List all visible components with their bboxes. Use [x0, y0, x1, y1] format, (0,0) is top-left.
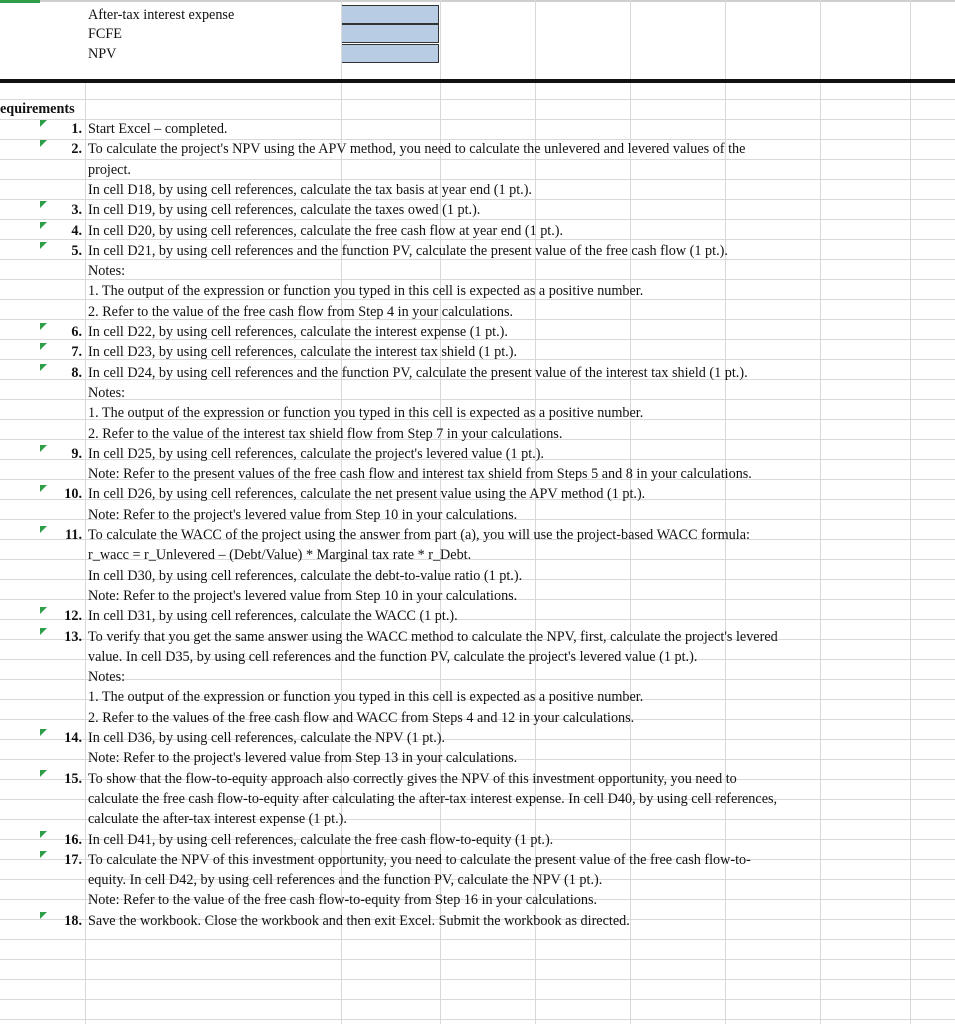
step-text: In cell D21, by using cell references and the function PV, calculate the present value of the free cash flow (1 pt.).	[88, 242, 728, 259]
step-text: Note: Refer to the project's levered value from Step 13 in your calculations.	[88, 750, 518, 767]
step-text: r_wacc = r_Unlevered – (Debt/Value) * Marginal tax rate * r_Debt.	[88, 547, 472, 564]
step-number: 14.	[64, 730, 82, 746]
step-text: Note: Refer to the value of the free cash flow-to-equity from Step 16 in your calculations.	[88, 892, 598, 909]
step-text: 2. Refer to the value of the free cash flow from Step 4 in your calculations.	[88, 303, 514, 320]
step-text: equity. In cell D42, by using cell references and the function PV, calculate the NPV (1 pt.).	[88, 872, 603, 889]
step-text: Save the workbook. Close the workbook and then exit Excel. Submit the workbook as directed.	[88, 912, 630, 929]
step-number: 10.	[64, 486, 82, 503]
after-tax-interest-cell[interactable]	[341, 5, 439, 24]
step-text: To calculate the project's NPV using the APV method, you need to calculate the unlevered and levered values of the	[88, 141, 746, 158]
step-text: To show that the flow-to-equity approach also correctly gives the NPV of this investment opportunity, you need to	[88, 770, 737, 787]
step-text: In cell D41, by using cell references, calculate the free cash flow-to-equity (1 pt.).	[88, 831, 554, 848]
step-text: 1. The output of the expression or function you typed in this cell is expected as a positive number.	[88, 405, 644, 422]
step-text: Note: Refer to the project's levered value from Step 10 in your calculations.	[88, 506, 518, 523]
npv-cell[interactable]	[341, 44, 439, 63]
fcfe-cell[interactable]	[341, 24, 439, 43]
step-text: calculate the free cash flow-to-equity after calculating the after-tax interest expense. In cell D40, by using cell references,	[88, 790, 778, 807]
step-text: Note: Refer to the project's levered value from Step 10 in your calculations.	[88, 587, 518, 604]
step-number: 4.	[71, 222, 82, 239]
step-text: Note: Refer to the present values of the free cash flow and interest tax shield from Steps 5 and 8 in your calculations.	[88, 466, 752, 483]
step-text: 1. The output of the expression or function you typed in this cell is expected as a positive number.	[88, 283, 644, 300]
step-text: project.	[88, 161, 131, 178]
step-number: 9.	[71, 445, 82, 462]
step-text: Notes:	[88, 384, 126, 401]
step-text: In cell D22, by using cell references, calculate the interest expense (1 pt.).	[88, 324, 508, 340]
step-text: In cell D36, by using cell references, calculate the NPV (1 pt.).	[88, 730, 446, 746]
step-number: 1.	[71, 121, 82, 137]
step-text: 2. Refer to the value of the interest tax shield flow from Step 7 in your calculations.	[88, 425, 563, 442]
step-text: To verify that you get the same answer using the WACC method to calculate the NPV, first, calculate the project's levered	[88, 628, 778, 645]
step-text: In cell D18, by using cell references, calculate the tax basis at year end (1 pt.).	[88, 181, 532, 198]
step-number: 3.	[71, 202, 82, 219]
step-text: In cell D23, by using cell references, calculate the interest tax shield (1 pt.).	[88, 344, 518, 361]
step-text: In cell D20, by using cell references, calculate the free cash flow at year end (1 pt.).	[88, 222, 564, 239]
step-text: calculate the after-tax interest expense (1 pt.).	[88, 811, 347, 828]
step-number: 7.	[71, 344, 82, 361]
step-number: 6.	[71, 324, 82, 340]
step-text: 1. The output of the expression or function you typed in this cell is expected as a positive number.	[88, 689, 644, 706]
step-text: In cell D19, by using cell references, calculate the taxes owed (1 pt.).	[88, 202, 481, 219]
selection-indicator	[0, 0, 40, 3]
step-text: Notes:	[88, 669, 126, 686]
step-number: 5.	[71, 242, 82, 259]
step-text: Notes:	[88, 263, 126, 280]
step-text: In cell D31, by using cell references, calculate the WACC (1 pt.).	[88, 608, 458, 625]
step-number: 16.	[64, 831, 82, 848]
step-number: 2.	[71, 141, 82, 158]
step-text: value. In cell D35, by using cell references and the function PV, calculate the project's levered value (1 pt.).	[88, 648, 698, 665]
step-text: Start Excel – completed.	[88, 121, 228, 137]
step-text: In cell D30, by using cell references, calculate the debt-to-value ratio (1 pt.).	[88, 567, 523, 584]
step-number: 17.	[64, 851, 82, 868]
section-title: equirements	[0, 101, 75, 117]
step-text: In cell D24, by using cell references and the function PV, calculate the present value of the interest tax shield (1 pt.).	[88, 364, 748, 381]
label-fcfe: FCFE	[88, 26, 122, 42]
label-npv: NPV	[88, 46, 117, 62]
step-text: 2. Refer to the values of the free cash flow and WACC from Steps 4 and 12 in your calculations.	[88, 709, 635, 726]
step-number: 13.	[64, 628, 82, 645]
step-text: In cell D26, by using cell references, calculate the net present value using the APV method (1 pt.).	[88, 486, 646, 503]
step-number: 12.	[64, 608, 82, 625]
label-after-tax-interest: After-tax interest expense	[88, 7, 235, 23]
step-number: 8.	[71, 364, 82, 381]
step-text: To calculate the WACC of the project using the answer from part (a), you will use the project-based WACC formula:	[88, 527, 750, 543]
step-number: 15.	[64, 770, 82, 787]
section-divider	[0, 79, 955, 83]
step-text: In cell D25, by using cell references, calculate the project's levered value (1 pt.).	[88, 445, 544, 462]
step-number: 11.	[65, 527, 82, 543]
step-text: To calculate the NPV of this investment opportunity, you need to calculate the present value of the free cash flow-to-	[88, 851, 751, 868]
step-number: 18.	[64, 912, 82, 929]
